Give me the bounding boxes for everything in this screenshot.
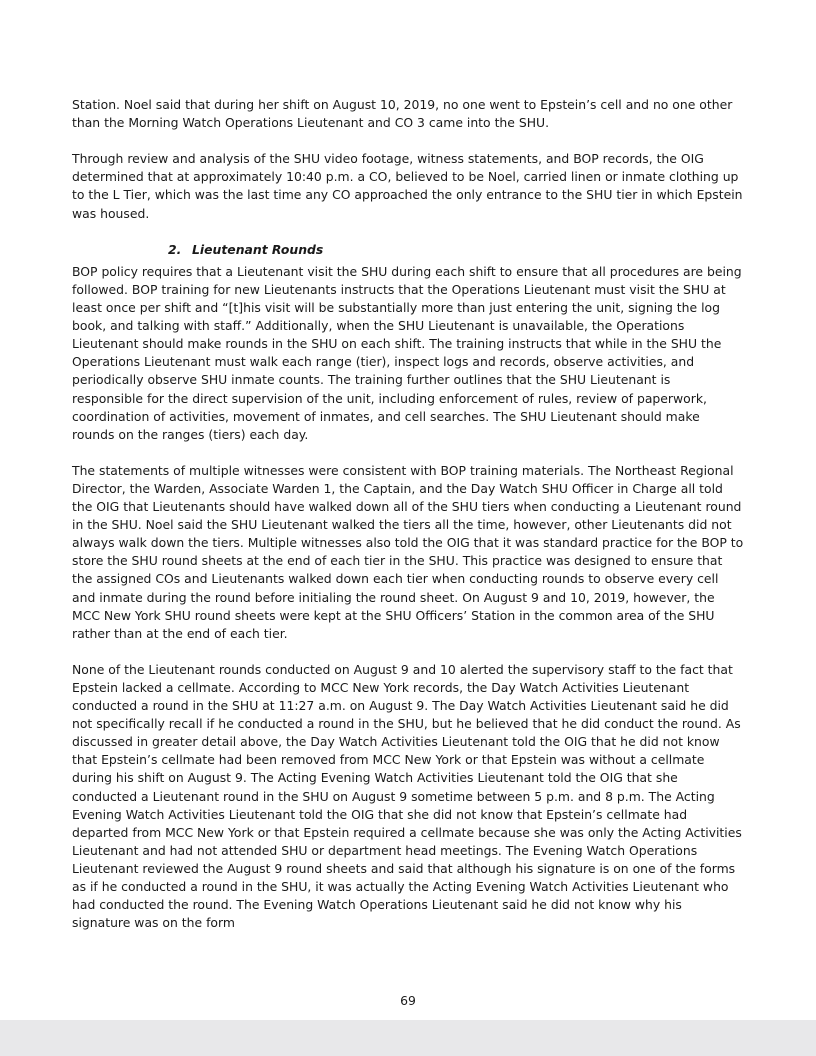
section-heading bbox=[168, 241, 744, 259]
paragraph-bop-policy: BOP policy requires that a Lieutenant visit the SHU during each shift to ensure that all procedures are being followed. BOP training for new Lieutenants instructs that the Operations Lieutenant must visit the SHU at least once per shift and “[t]his visit will be substantially more than just entering the unit, signing the log book, and talking with staff.” Additionally, when the SHU Lieutenant is unavailable, the Operations Lieutenant should make rounds in the SHU on each shift. The training instructs that while in the SHU the Operations Lieutenant must walk each range (tier), inspect logs and records, observe activities, and periodically observe SHU inmate counts. The training further outlines that the SHU Lieutenant is responsible for the direct supervision of the unit, including enforcement of rules, review of paperwork, coordination of activities, movement of inmates, and cell searches. The SHU Lieutenant should make rounds on the ranges (tiers) each day. bbox=[72, 263, 742, 442]
paragraph-lieutenant-rounds: None of the Lieutenant rounds conducted on August 9 and 10 alerted the supervisory staff to the fact that Epstein lacked a cellmate. According to MCC New York records, the Day Watch Activities Lieutenant conducted a round in the SHU at 11:27 a.m. on August 9. The Day Watch Activities Lieutenant said he did not specifically recall if he conducted a round in the SHU, but he believed that he did conduct the round. As discussed in greater detail above, the Day Watch Activities Lieutenant told the OIG that he did not know that Epstein’s cellmate had been removed from MCC New York or that Epstein was without a cellmate during his shift on August 9. The Acting Evening Watch Activities Lieutenant told the OIG that she conducted a Lieutenant round in the SHU on August 9 sometime between 5 p.m. and 8 p.m. The Acting Evening Watch Activities Lieutenant told the OIG that she did not know that Epstein’s cellmate had departed from MCC New York or that Epstein required a cellmate because she was only the Acting Activities Lieutenant and had not attended SHU or department head meetings. The Evening Watch Operations Lieutenant reviewed the August 9 round sheets and said that although his signature is on one of the forms as if he conducted a round in the SHU, it was actually the Acting Evening Watch Activities Lieutenant who had conducted the round. The Evening Watch Operations Lieutenant said he did not know why his signature was on the form bbox=[72, 661, 742, 931]
page-number: 69 bbox=[400, 993, 416, 1008]
page-body bbox=[72, 96, 744, 950]
paragraph-video-review: Through review and analysis of the SHU video footage, witness statements, and BOP records, the OIG determined that at approximately 10:40 p.m. a CO, believed to be Noel, carried linen or inmate clothing up to the L Tier, which was the last time any CO approached the only entrance to the SHU tier in which Epstein was housed. bbox=[72, 151, 743, 221]
section-title: Lieutenant Rounds bbox=[192, 241, 324, 257]
section-number: 2. bbox=[168, 241, 182, 257]
paragraph-station: Station. Noel said that during her shift on August 10, 2019, no one went to Epstein’s cell and no one other than the Morning Watch Operations Lieutenant and CO 3 came into the SHU. bbox=[72, 97, 733, 131]
paragraph-witness-statements: The statements of multiple witnesses were consistent with BOP training materials. The Northeast Regional Director, the Warden, Associate Warden 1, the Captain, and the Day Watch SHU Officer in Charge all told the OIG that Lieutenants should have walked down all of the SHU tiers when conducting a Lieutenant round in the SHU. Noel said the SHU Lieutenant walked the tiers all the time, however, other Lieutenants did not always walk down the tiers. Multiple witnesses also told the OIG that it was standard practice for the BOP to store the SHU round sheets at the end of each tier in the SHU. This practice was designed to ensure that the assigned COs and Lieutenants walked down each tier when conducting rounds to observe every cell and inmate during the round before initialing the round sheet. On August 9 and 10, 2019, however, the MCC New York SHU round sheets were kept at the SHU Officers’ Station in the common area of the SHU rather than at the end of each tier. bbox=[72, 462, 744, 641]
